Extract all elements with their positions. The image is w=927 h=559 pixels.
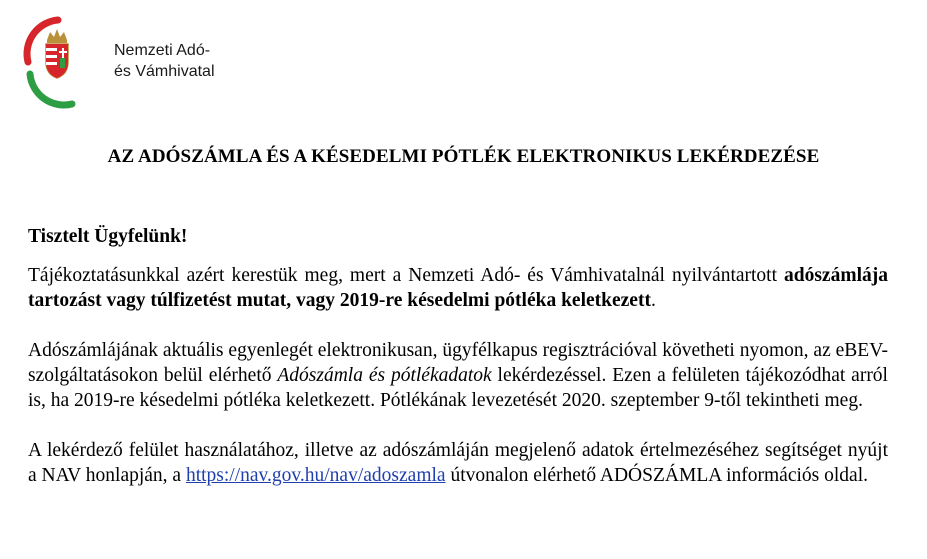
paragraph-3-text-1: A lekérdező felület használatához, illetve az adószámláján megjelenő adatok értelmezéséhez segítséget nyújt a NAV honlapján, a (28, 440, 888, 486)
paragraph-1-text-1: Tájékoztatásunkkal azért kerestük meg, mert a Nemzeti Adó- és Vámhivatalnál nyilvántartott (28, 265, 784, 286)
paragraph-3 (28, 438, 888, 488)
nav-logo (22, 14, 282, 114)
page-title: AZ ADÓSZÁMLA ÉS A KÉSEDELMI PÓTLÉK ELEKTRONIKUS LEKÉRDEZÉSE (107, 146, 820, 167)
logo-text (114, 40, 215, 82)
paragraph-1-text-2: . (650, 290, 656, 311)
paragraph-2-italic: Adószámla és pótlékadatok (277, 365, 492, 386)
nav-emblem-icon (22, 14, 102, 114)
paragraph-2 (28, 338, 888, 413)
greeting: Tisztelt Ügyfelünk! (28, 226, 188, 247)
paragraph-2-text-1: Adószámlájának aktuális egyenlegét elektronikusan, ügyfélkapus regisztrációval követheti nyomon, az eBEV-szolgáltatásokon belül elérhető (28, 340, 888, 386)
letter-body (28, 224, 888, 513)
logo-line-1: Nemzeti Adó- (114, 42, 211, 59)
paragraph-1 (28, 263, 888, 313)
logo-line-2: és Vámhivatal (114, 63, 215, 80)
paragraph-3-text-2: útvonalon elérhető ADÓSZÁMLA információs oldal. (445, 465, 868, 486)
adoszamla-link[interactable]: https://nav.gov.hu/nav/adoszamla (185, 465, 446, 486)
paragraph-1-bold: adószámlája tartozást vagy túlfizetést mutat, vagy 2019-re késedelmi pótléka keletkezett (28, 265, 888, 311)
paragraph-2-text-2: lekérdezéssel. Ezen a felületen tájékozódhat arról is, ha 2019-re késedelmi pótléka keletkezett. Pótlékának levezetését 2020. szeptember 9-től tekintheti meg. (28, 365, 888, 411)
